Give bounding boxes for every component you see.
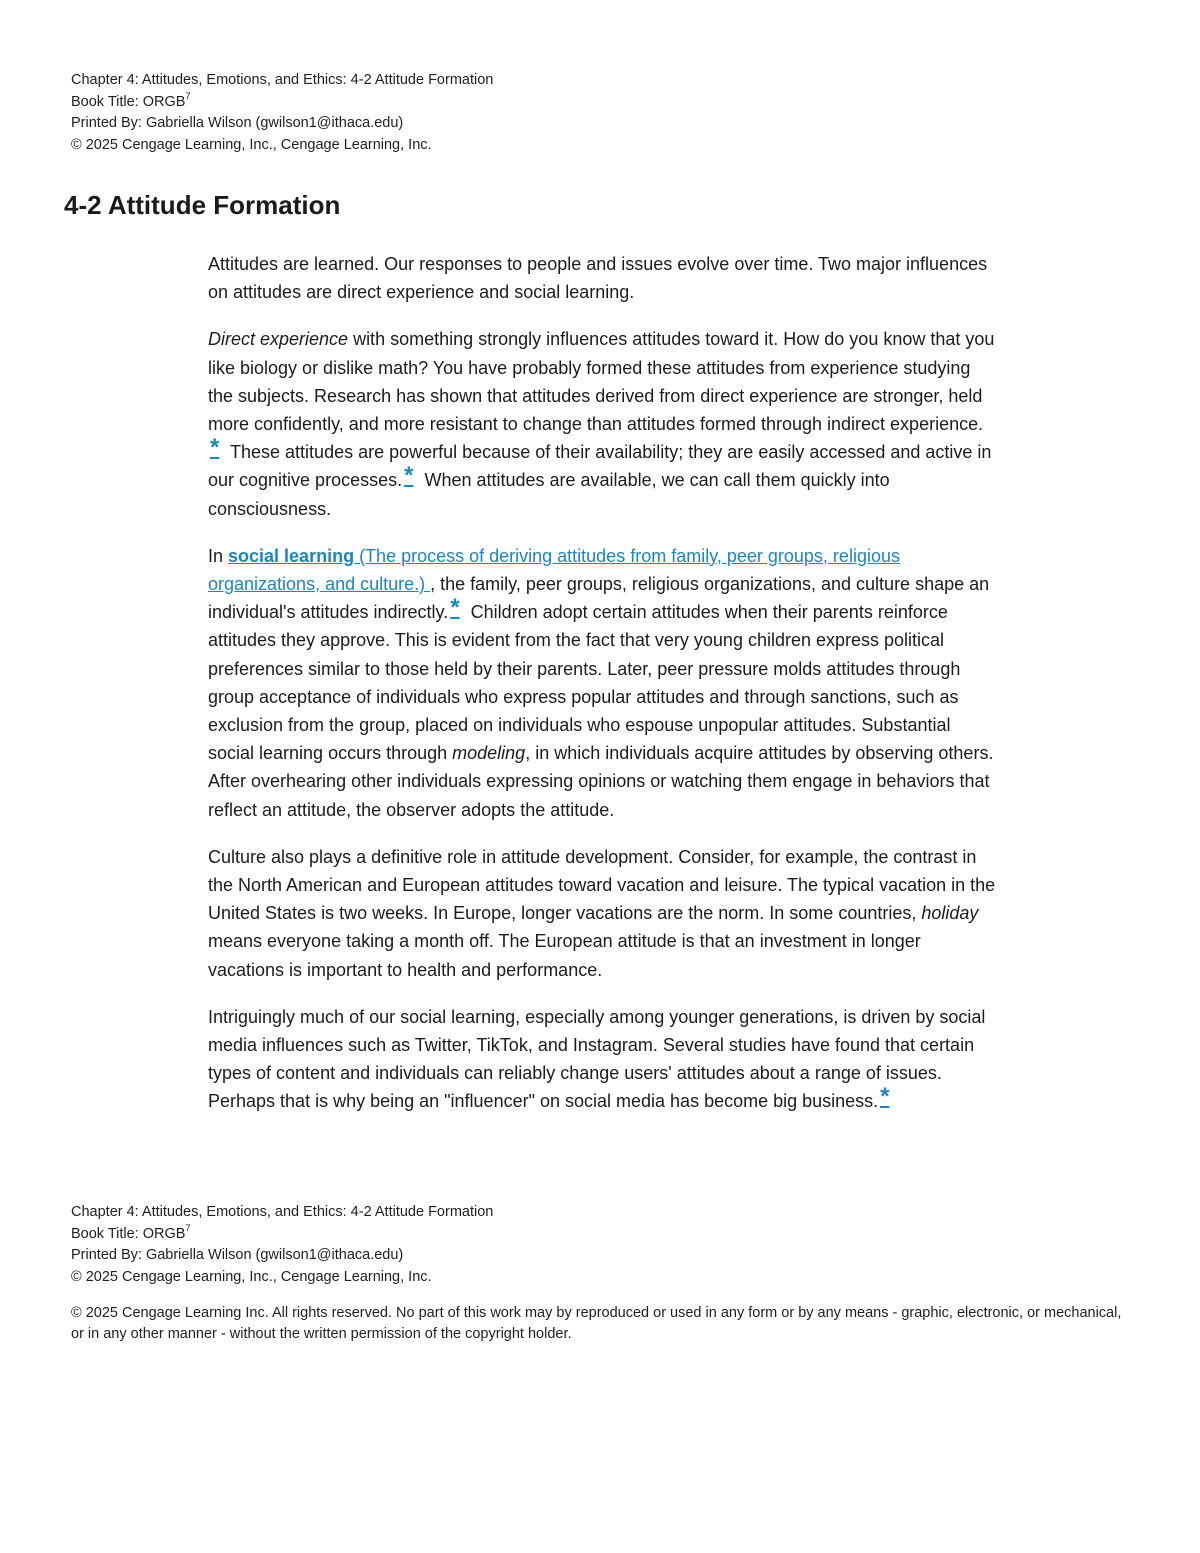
modeling-term: modeling	[452, 743, 526, 764]
paragraph-1: Attitudes are learned. Our responses to people and issues evolve over time. Two major influences on attitudes are direct experience and social learning.	[208, 254, 988, 303]
footer-chapter-line: Chapter 4: Attitudes, Emotions, and Ethics: 4-2 Attitude Formation	[71, 1204, 494, 1220]
paragraph-3-in: In	[208, 545, 229, 566]
paragraph-2	[208, 325, 998, 522]
paragraph-3-text-a: , the family, peer groups, religious organizations, and culture shape an individual's attitudes indirectly.	[208, 574, 990, 623]
paragraph-2-text-a: with something strongly influences attitudes toward it. How do you know that you like biology or dislike math? You have probably formed these attitudes from experience studying the subjects. Research has shown that attitudes derived from direct experience are stronger, held more confidently, and more resistant to change than attitudes formed through indirect experience.	[208, 329, 995, 435]
header-meta	[71, 70, 493, 156]
citation-link-2[interactable]: *	[404, 462, 414, 490]
social-learning-term: social learning	[228, 545, 355, 566]
paragraph-2-text-c: When attitudes are available, we can call them quickly into consciousness.	[208, 470, 890, 519]
book-title-line	[71, 92, 493, 114]
paragraph-2-text-b: These attitudes are powerful because of their availability; they are easily accessed and active in our cognitive processes.	[208, 442, 992, 491]
book-title-text: Book Title: ORGB	[71, 93, 186, 110]
paragraph-5-text: Intriguingly much of our social learning, especially among younger generations, is driven by social media influences such as Twitter, TikTok, and Instagram. Several studies have found that certain types of content and individuals can reliably change users' attitudes about a range of issues. Perhaps that is why being an "influencer" on social media has become big business.	[208, 1006, 986, 1112]
book-edition-superscript: 7	[185, 90, 191, 101]
paragraph-5	[208, 1003, 998, 1116]
article-body	[208, 250, 998, 1135]
footer-book-edition-superscript: 7	[185, 1222, 191, 1233]
printed-by-line: Printed By: Gabriella Wilson (gwilson1@ithaca.edu)	[71, 115, 404, 131]
footer-copyright-line: © 2025 Cengage Learning, Inc., Cengage Learning, Inc.	[71, 1268, 432, 1285]
footer-book-title-text: Book Title: ORGB	[71, 1225, 186, 1242]
citation-link-1[interactable]: *	[210, 434, 220, 462]
footer-book-title-line	[71, 1224, 493, 1246]
paragraph-3-text-c: , in which individuals acquire attitudes by observing others. After overhearing other individuals expressing opinions or watching them engage in behaviors that reflect an attitude, the observer adopts the attitude.	[208, 743, 994, 820]
page-title: 4-2 Attitude Formation	[64, 190, 341, 220]
direct-experience-term: Direct experience	[208, 329, 349, 350]
paragraph-4	[208, 843, 998, 984]
paragraph-3	[208, 542, 998, 824]
chapter-line: Chapter 4: Attitudes, Emotions, and Ethics: 4-2 Attitude Formation	[71, 72, 494, 88]
footer-meta	[71, 1202, 493, 1288]
citation-link-4[interactable]: *	[880, 1083, 890, 1111]
holiday-term: holiday	[921, 903, 979, 924]
social-learning-definition: (The process of deriving attitudes from family, peer groups, religious organizations, and culture.)	[208, 545, 900, 595]
copyright-notice: © 2025 Cengage Learning Inc. All rights reserved. No part of this work may by reproduced or used in any form or by any means - graphic, electronic, or mechanical, or in any other manner - without the written permission of the copyright holder.	[71, 1305, 1122, 1342]
citation-link-3[interactable]: *	[450, 594, 460, 622]
paragraph-4-text-b: means everyone taking a month off. The European attitude is that an investment in longer vacations is important to health and performance.	[208, 931, 921, 980]
copyright-line: © 2025 Cengage Learning, Inc., Cengage Learning, Inc.	[71, 136, 432, 153]
footer-printed-by-line: Printed By: Gabriella Wilson (gwilson1@ithaca.edu)	[71, 1247, 404, 1263]
paragraph-3-text-b: Children adopt certain attitudes when their parents reinforce attitudes they approve. This is evident from the fact that very young children express political preferences similar to those held by their parents. Later, peer pressure molds attitudes through group acceptance of individuals who express popular attitudes and through sanctions, such as exclusion from the group, placed on individuals who espouse unpopular attitudes. Substantial social learning occurs through	[208, 602, 961, 764]
paragraph-4-text-a: Culture also plays a definitive role in attitude development. Consider, for example, the contrast in the North American and European attitudes toward vacation and leisure. The typical vacation in the United States is two weeks. In Europe, longer vacations are the norm. In some countries,	[208, 846, 996, 924]
